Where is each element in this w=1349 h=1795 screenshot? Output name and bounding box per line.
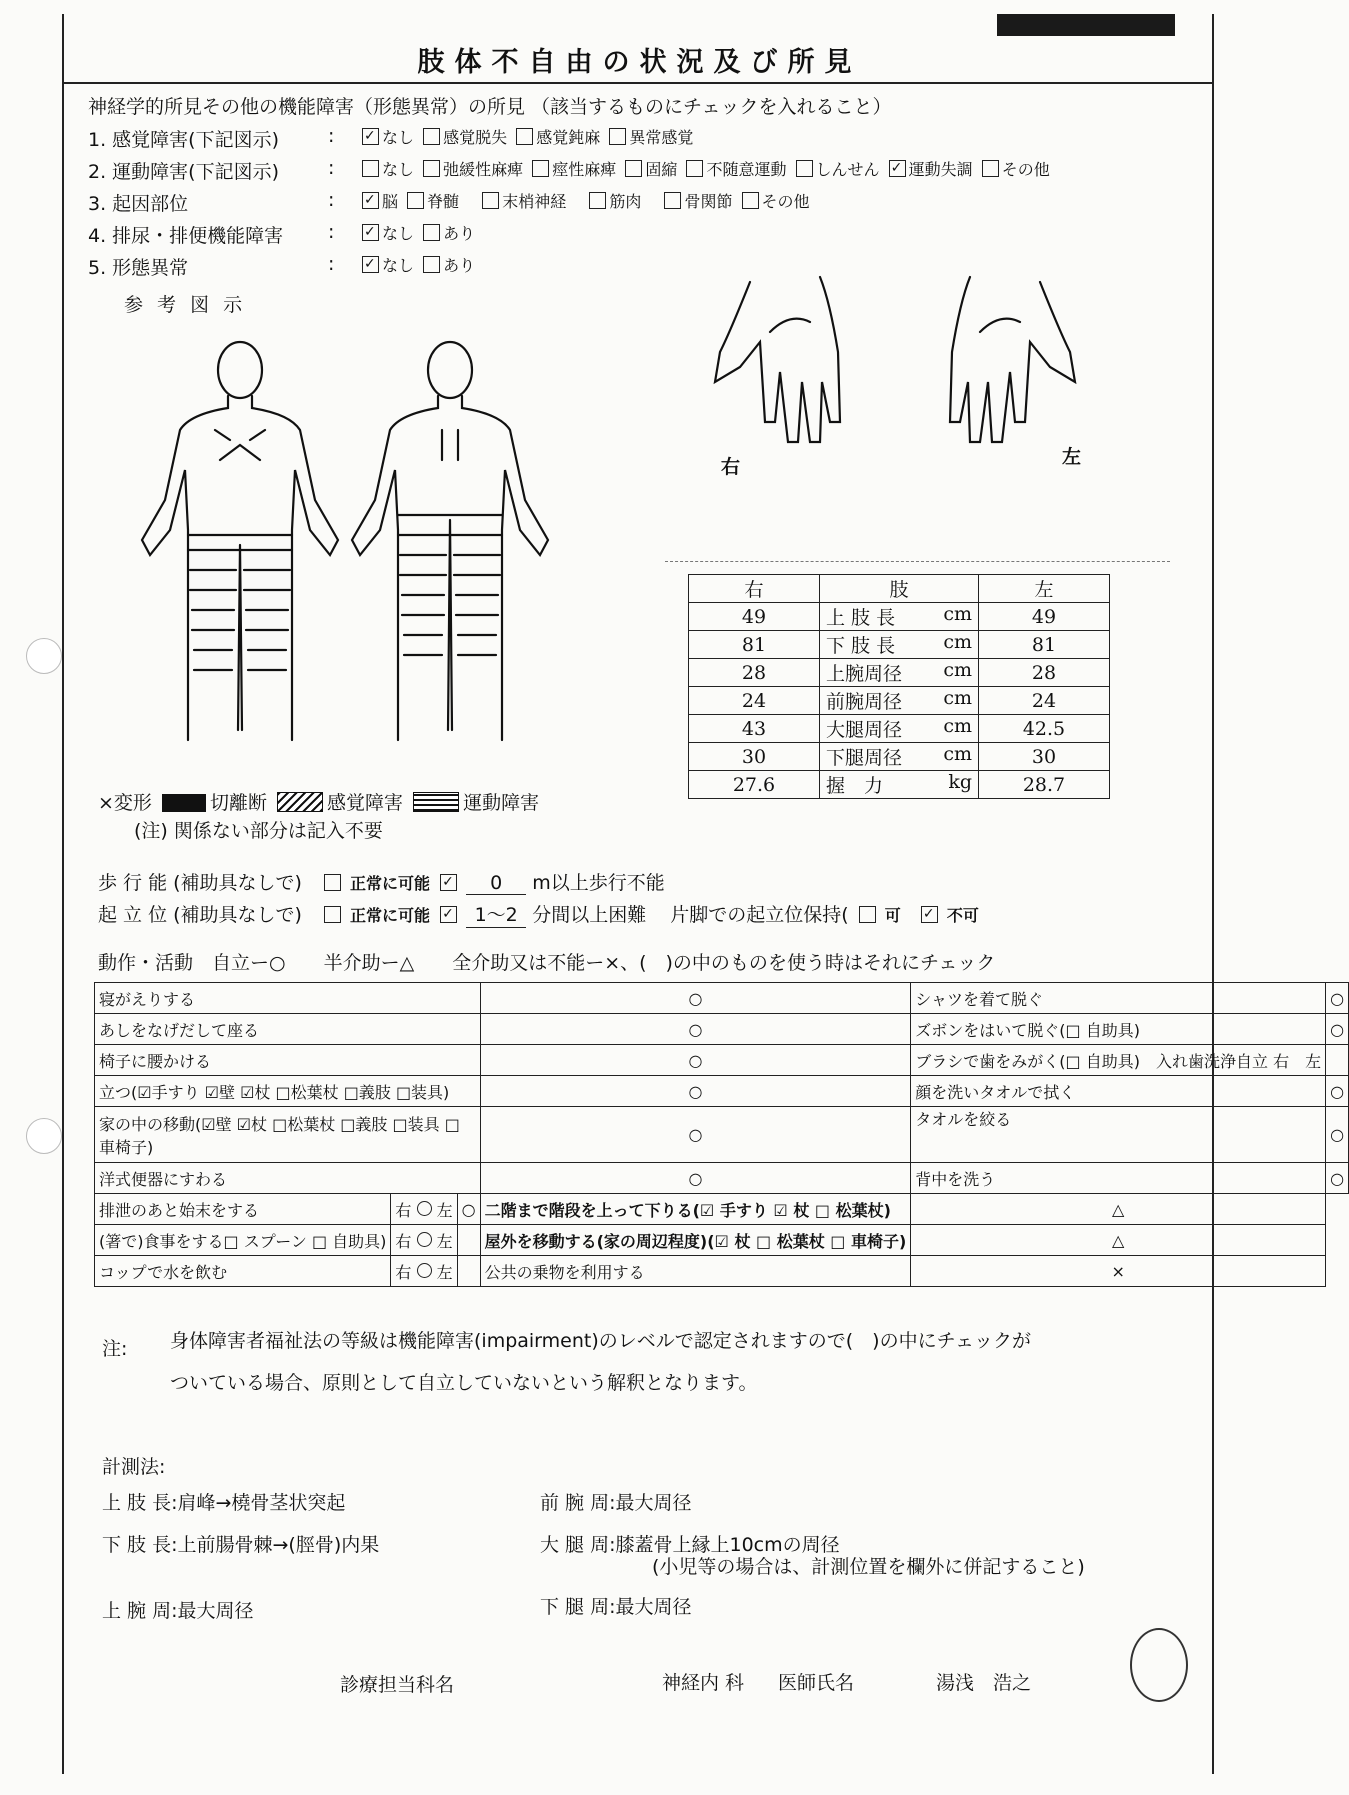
hand-right-label: 右 (721, 456, 741, 478)
row-label: 握 力 (826, 775, 884, 797)
checkbox[interactable] (532, 160, 549, 177)
finding-row-1: 1. 感覚障害(下記図示) : ✓ なし 感覚脱失 感覚鈍麻 異常感覚 (88, 125, 279, 152)
checkbox[interactable] (423, 160, 440, 177)
motor-swatch (413, 792, 459, 812)
one-leg-possible-checkbox[interactable] (859, 906, 876, 923)
dept-label: 診療担当科名 (340, 1674, 455, 1696)
activity-left-mark (457, 1256, 480, 1287)
finding-label: 3. 起因部位 (88, 193, 189, 215)
colon: : (328, 253, 335, 275)
activity-row (95, 1076, 1349, 1107)
value-right: 28 (689, 659, 820, 687)
activity-left-mark: ○ (480, 1163, 911, 1194)
colon: : (328, 157, 335, 179)
one-leg-possible-label: 可 (884, 906, 901, 925)
activity-row (95, 1014, 1349, 1045)
standing-normal-label: 正常に可能 (350, 906, 431, 925)
row-unit: cm (943, 603, 972, 625)
activity-row (95, 1163, 1349, 1194)
measurement-table (688, 574, 1110, 799)
activity-left: あしをなげだして座る (95, 1014, 481, 1045)
redaction-bar (997, 14, 1175, 36)
row-label: 下腿周径 (826, 747, 903, 769)
checkbox[interactable] (982, 160, 999, 177)
method-upper-arm-length: 上 肢 長:肩峰→橈骨茎状突起 (102, 1492, 346, 1514)
finding-row-2: 2. 運動障害(下記図示) : なし 弛緩性麻痺 痙性麻痺 固縮 不随意運動 しんせん ✓ 運動失調 その他 (88, 157, 279, 184)
method-upper-arm-circ: 上 腕 周:最大周径 (102, 1600, 254, 1622)
activity-right: 二階まで階段を上って下りる(☑ 手すり ☑ 杖 □ 松葉杖) (480, 1194, 911, 1225)
activity-left: 立つ(☑手すり ☑壁 ☑杖 □松葉杖 □義肢 □装具) (95, 1076, 481, 1107)
activity-right-mark: × (911, 1256, 1326, 1287)
lr-cell (391, 1194, 457, 1225)
punch-hole-bottom (26, 1118, 62, 1154)
activity-left: 排泄のあと始末をする (95, 1194, 391, 1225)
activity-left: 寝がえりする (95, 983, 481, 1014)
standing-label: 起 立 位 (補助具なしで) (98, 904, 302, 926)
checkbox[interactable] (407, 192, 424, 209)
activity-left-mark: ○ (480, 1076, 911, 1107)
legend-amputation: 切離断 (209, 792, 267, 814)
checkbox[interactable] (664, 192, 681, 209)
activity-left-mark (457, 1225, 480, 1256)
header-left: 左 (979, 575, 1110, 603)
checkbox[interactable] (796, 160, 813, 177)
one-leg-impossible-label: 不可 (946, 906, 979, 925)
activity-right-mark: ○ (1326, 1076, 1349, 1107)
colon: : (328, 189, 335, 211)
checkbox[interactable] (423, 224, 440, 241)
activity-right: 屋外を移動する(家の周辺程度)(☑ 杖 □ 松葉杖 □ 車椅子) (480, 1225, 911, 1256)
row-unit: cm (943, 631, 972, 653)
punch-hole-top (26, 638, 62, 674)
header-right: 右 (689, 575, 820, 603)
measurement-row (689, 687, 1110, 715)
note-line-1: 身体障害者福祉法の等級は機能障害(impairment)のレベルで認定されますので( )の中にチェックが (170, 1330, 1032, 1352)
finding-row-4: 4. 排尿・排便機能障害 : ✓ なし あり (88, 221, 283, 248)
lr-cell (391, 1256, 457, 1287)
measurement-row (689, 715, 1110, 743)
method-lower-leg-circ: 下 腿 周:最大周径 (540, 1596, 692, 1618)
title-rule (64, 82, 1212, 84)
row-label: 上 肢 長 (826, 607, 896, 629)
reference-label: 参 考 図 示 (124, 294, 247, 316)
finding-label: 1. 感覚障害(下記図示) (88, 129, 279, 151)
checkbox[interactable] (423, 256, 440, 273)
activity-right-mark (1326, 1045, 1349, 1076)
row-unit: kg (948, 771, 972, 793)
row-unit: cm (943, 687, 972, 709)
hand-left-label: 左 (1062, 446, 1082, 468)
standing-suffix: 分間以上困難 (532, 904, 647, 926)
lr-circle (417, 1263, 432, 1278)
activity-left-mark: ○ (457, 1194, 480, 1225)
lr-right: 右 (395, 1200, 412, 1220)
body-diagram (130, 330, 570, 740)
activity-right: 公共の乗物を利用する (480, 1256, 911, 1287)
measurement-row (689, 743, 1110, 771)
checkbox[interactable] (589, 192, 606, 209)
lr-circle (417, 1232, 432, 1247)
method-forearm-circ: 前 腕 周:最大周径 (540, 1492, 692, 1514)
method-thigh-circ: 大 腿 周:膝蓋骨上縁上10cmの周径 (540, 1534, 840, 1556)
standing-row (98, 900, 979, 928)
lr-left: 左 (436, 1262, 453, 1282)
measurement-header (689, 575, 1110, 603)
value-right: 27.6 (689, 771, 820, 799)
finding-label: 5. 形態異常 (88, 257, 189, 279)
value-right: 81 (689, 631, 820, 659)
row-label: 上腕周径 (826, 663, 903, 685)
checkbox[interactable] (609, 128, 626, 145)
finding-row-3: 3. 起因部位 : ✓ 脳 脊髄 末梢神経 筋肉 骨関節 その他 (88, 189, 188, 216)
doctor-name: 湯浅 浩之 (936, 1672, 1032, 1694)
value-right: 43 (689, 715, 820, 743)
value-right: 49 (689, 603, 820, 631)
activity-left: 洋式便器にすわる (95, 1163, 481, 1194)
note-line-2: ついている場合、原則として自立していないという解釈となります。 (170, 1372, 758, 1394)
header-limb: 肢 (820, 575, 979, 603)
section-heading: 神経学的所見その他の機能障害（形態異常）の所見 （該当するものにチェックを入れること） (88, 96, 892, 118)
lr-circle (417, 1201, 432, 1216)
walking-normal-label: 正常に可能 (350, 874, 431, 893)
colon: : (328, 221, 335, 243)
legend-note: (注) 関係ない部分は記入不要 (134, 820, 383, 842)
row-unit: cm (943, 715, 972, 737)
measurement-row (689, 771, 1110, 799)
legend-sensory: 感覚障害 (327, 792, 404, 814)
checkbox[interactable] (362, 128, 379, 145)
checkbox[interactable] (362, 256, 379, 273)
walking-suffix: m以上歩行不能 (532, 872, 665, 894)
legend (98, 788, 539, 815)
walking-limit-checkbox[interactable] (440, 874, 457, 891)
value-right: 24 (689, 687, 820, 715)
doctor-seal-stamp (1130, 1628, 1188, 1702)
value-left: 30 (979, 743, 1110, 771)
value-left: 28.7 (979, 771, 1110, 799)
activity-right: シャツを着て脱ぐ (911, 983, 1326, 1014)
walking-distance-value: 0 (466, 872, 526, 895)
measurement-row (689, 659, 1110, 687)
colon: : (328, 125, 335, 147)
activity-left: 家の中の移動(☑壁 ☑杖 □松葉杖 □義肢 □装具 □車椅子) (95, 1107, 481, 1163)
activity-row (95, 1194, 1349, 1225)
activity-left-mark: ○ (480, 1045, 911, 1076)
checkbox[interactable] (516, 128, 533, 145)
doctor-label: 医師氏名 (778, 1672, 855, 1694)
standing-limit-checkbox[interactable] (440, 906, 457, 923)
row-label: 前腕周径 (826, 691, 903, 713)
activity-right-mark: ○ (1326, 1107, 1349, 1163)
activity-left-mark: ○ (480, 1107, 911, 1163)
checkbox[interactable] (889, 160, 906, 177)
dept-value: 神経内 科 (662, 1672, 745, 1694)
checkbox[interactable] (742, 192, 759, 209)
row-label: 大腿周径 (826, 719, 903, 741)
activity-right: 顔を洗いタオルで拭く (911, 1076, 1326, 1107)
activity-right: タオルを絞る (911, 1107, 1326, 1163)
activity-row (95, 1107, 1349, 1163)
activity-left: 椅子に腰かける (95, 1045, 481, 1076)
value-left: 28 (979, 659, 1110, 687)
value-left: 49 (979, 603, 1110, 631)
note-label: 注: (102, 1338, 128, 1360)
method-lower-limb-length: 下 肢 長:上前腸骨棘→(脛骨)内果 (102, 1534, 380, 1556)
checkbox[interactable] (423, 128, 440, 145)
checkbox[interactable] (482, 192, 499, 209)
value-left: 81 (979, 631, 1110, 659)
activity-left: (箸で)食事をする□ スプーン □ 自助具) (95, 1225, 391, 1256)
row-label: 下 肢 長 (826, 635, 896, 657)
lr-right: 右 (395, 1262, 412, 1282)
method-title: 計測法: (102, 1456, 166, 1478)
lr-cell (391, 1225, 457, 1256)
standing-minutes-value: 1〜2 (466, 900, 526, 928)
finding-label: 4. 排尿・排便機能障害 (88, 225, 284, 247)
walking-row (98, 868, 665, 895)
activity-right-mark: △ (911, 1194, 1326, 1225)
activity-right-mark: △ (911, 1225, 1326, 1256)
finding-row-5: 5. 形態異常 : ✓ なし あり (88, 253, 188, 280)
value-right: 30 (689, 743, 820, 771)
finding-label: 2. 運動障害(下記図示) (88, 161, 279, 183)
page-border-left (62, 14, 64, 1774)
page-border-right (1212, 14, 1214, 1774)
amputation-swatch (162, 794, 206, 812)
lr-left: 左 (436, 1231, 453, 1251)
one-leg-label: 片脚での起立位保持( (670, 904, 849, 926)
lr-left: 左 (436, 1200, 453, 1220)
activity-left: コップで水を飲む (95, 1256, 391, 1287)
checkbox[interactable] (362, 224, 379, 241)
activity-right: ブラシで歯をみがく(□ 自助具) 入れ歯洗浄自立 右 左 (911, 1045, 1326, 1076)
legend-motor: 運動障害 (463, 792, 540, 814)
activity-row (95, 1256, 1349, 1287)
hands-diagram (710, 272, 1080, 502)
activity-table (94, 982, 1349, 1287)
one-leg-impossible-checkbox[interactable] (921, 906, 938, 923)
walking-label: 歩 行 能 (補助具なしで) (98, 872, 302, 894)
walking-normal-checkbox[interactable] (324, 874, 341, 891)
row-unit: cm (943, 659, 972, 681)
measurement-row (689, 631, 1110, 659)
value-left: 24 (979, 687, 1110, 715)
activity-left-mark: ○ (480, 1014, 911, 1045)
activity-right-mark: ○ (1326, 983, 1349, 1014)
dotted-divider (665, 561, 1170, 562)
activity-header: 動作・活動 自立ー○ 半介助ー△ 全介助又は不能ー×、( )の中のものを使う時はそれにチェック (98, 952, 996, 974)
activity-row (95, 1045, 1349, 1076)
checkbox[interactable] (362, 192, 379, 209)
legend-deform: ×変形 (98, 792, 152, 814)
row-unit: cm (943, 743, 972, 765)
sensory-swatch (277, 792, 323, 812)
checkbox[interactable] (625, 160, 642, 177)
activity-right-mark: ○ (1326, 1163, 1349, 1194)
checkbox[interactable] (686, 160, 703, 177)
method-thigh-note: (小児等の場合は、計測位置を欄外に併記すること) (652, 1556, 1085, 1578)
activity-left-mark: ○ (480, 983, 911, 1014)
checkbox[interactable] (362, 160, 379, 177)
page-title: 肢体不自由の状況及び所見 (417, 47, 862, 78)
lr-right: 右 (395, 1231, 412, 1251)
value-left: 42.5 (979, 715, 1110, 743)
activity-row (95, 983, 1349, 1014)
measurement-row (689, 603, 1110, 631)
activity-right: ズボンをはいて脱ぐ(□ 自助具) (911, 1014, 1326, 1045)
standing-normal-checkbox[interactable] (324, 906, 341, 923)
activity-right: 背中を洗う (911, 1163, 1326, 1194)
activity-right-mark: ○ (1326, 1014, 1349, 1045)
activity-row (95, 1225, 1349, 1256)
